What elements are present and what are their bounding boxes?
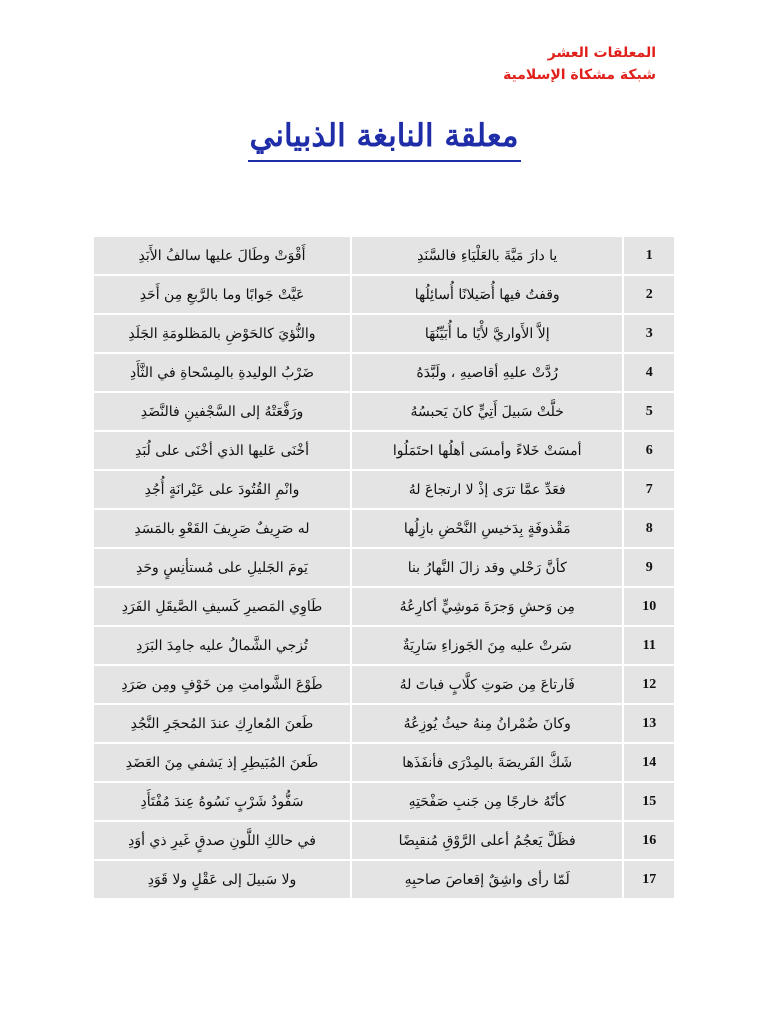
verse-number: 5 [624,393,674,430]
verse-number: 12 [624,666,674,703]
verse-number: 14 [624,744,674,781]
verse-row [94,588,674,625]
verse-number: 8 [624,510,674,547]
verse-second-hemistich: أَقْوَتْ وطَالَ عليها سالفُ الأَبَدِ [94,237,350,274]
verse-second-hemistich: في حالكِ اللَّونِ صدقٍ غَيرِ ذي أوَدِ [94,822,350,859]
verse-second-hemistich: ورَفَّعَتْهُ إلى السَّجْفينِ فالنَّضَدِ [94,393,350,430]
verse-second-hemistich: له صَرِيفٌ صَرِيفَ القَعْوِ بالمَسَدِ [94,510,350,547]
title-block [0,118,768,162]
verse-first-hemistich: مَقْذوفَةٍ بِدَخيسِ النَّحْضِ بازِلُها [352,510,622,547]
verse-first-hemistich: وكانَ ضُمْرانُ مِنهُ حيثُ يُوزِعُهُ [352,705,622,742]
verse-first-hemistich: يا دارَ مَيَّةَ بالعَلْيَاءِ فالسَّنَدِ [352,237,622,274]
verse-second-hemistich: سَفُّودُ شَرْبٍ نَسُوهُ عِندَ مُفْتَأَدِ [94,783,350,820]
verse-second-hemistich: طَاوِي المَصيرِ كَسيفِ الصَّيقَلِ الفَرَدِ [94,588,350,625]
verse-first-hemistich: كأنَّ رَحْلي وقد زالَ النَّهارُ بنا [352,549,622,586]
verse-number: 2 [624,276,674,313]
verse-first-hemistich: شَكَّ الفَريصَةَ بالمِدْرَى فأنفَذَها [352,744,622,781]
page-header [503,42,656,86]
verse-second-hemistich: وانْمِ القُتُودَ على عَيْرانَةٍ أُجُدِ [94,471,350,508]
verse-second-hemistich: طَوْعَ الشَّوامتِ مِن خَوْفٍ ومِن صَرَدِ [94,666,350,703]
verse-first-hemistich: مِن وَحشِ وَجرَةَ مَوشِيٍّ أكارِعُهُ [352,588,622,625]
verse-first-hemistich: كأنّهُ خارجًا مِن جَنبِ صَفْحَتِهِ [352,783,622,820]
verse-row [94,744,674,781]
verse-first-hemistich: وقفتُ فيها أُصَيلانًا أُسائِلُها [352,276,622,313]
verse-number: 16 [624,822,674,859]
poem-body [94,237,674,898]
verse-number: 1 [624,237,674,274]
verse-second-hemistich: طَعنَ المُبَيطِرِ إذ يَشفي مِنَ العَضَدِ [94,744,350,781]
verse-second-hemistich: يَومَ الجَليلِ على مُستأنِسٍ وحَدِ [94,549,350,586]
verse-row [94,276,674,313]
verse-number: 13 [624,705,674,742]
verse-number: 4 [624,354,674,391]
verse-second-hemistich: ولا سَبيلَ إلى عَقْلٍ ولا قَوَدِ [94,861,350,898]
verse-row [94,315,674,352]
site-name: شبكة مشكاة الإسلامية [503,67,656,83]
verse-row [94,822,674,859]
verse-first-hemistich: لَمّا رأى واشِقٌ إقعاصَ صاحبِهِ [352,861,622,898]
verse-second-hemistich: عَيَّتْ جَوابًا وما بالرَّبعِ مِن أَحَدِ [94,276,350,313]
verse-number: 7 [624,471,674,508]
verse-number: 9 [624,549,674,586]
verse-row [94,510,674,547]
verse-row [94,393,674,430]
verse-number: 15 [624,783,674,820]
verse-row [94,783,674,820]
verse-first-hemistich: خلَّتْ سَبيلَ أَتِيٍّ كانَ يَحبسُهُ [352,393,622,430]
verse-first-hemistich: فعَدِّ عمَّا ترَى إذْ لا ارتجاعَ لهُ [352,471,622,508]
verse-first-hemistich: سَرتْ عليه مِنَ الجَوزاءِ سَارِيَةٌ [352,627,622,664]
verse-row [94,471,674,508]
verse-second-hemistich: تُزجي الشَّمالُ عليه جامِدَ البَرَدِ [94,627,350,664]
verse-second-hemistich: ضَرْبُ الوليدةِ بالمِسْحاةِ في الثَّأَدِ [94,354,350,391]
verse-row [94,861,674,898]
verse-second-hemistich: طَعنَ المُعارِكِ عندَ المُحجَرِ النَّجُدِ [94,705,350,742]
verse-second-hemistich: والنُّؤيَ كالحَوْضِ بالمَظلومَةِ الجَلَدِ [94,315,350,352]
verse-row [94,432,674,469]
verse-row [94,549,674,586]
verse-number: 11 [624,627,674,664]
verse-number: 10 [624,588,674,625]
verse-first-hemistich: أمسَتْ خَلاءً وأمسَى أهلُها احتَمَلُوا [352,432,622,469]
verse-number: 6 [624,432,674,469]
verse-second-hemistich: أخْنَى عَليها الذي أخْنَى على لُبَدِ [94,432,350,469]
verse-first-hemistich: فَارتاعَ مِن صَوتِ كلَّابٍ فباتَ لهُ [352,666,622,703]
verse-row [94,354,674,391]
verse-row [94,705,674,742]
verse-number: 3 [624,315,674,352]
verse-first-hemistich: فظَلَّ يَعجُمُ أعلى الرَّوْقِ مُنقبِضًا [352,822,622,859]
collection-title: المعلقات العشر [547,45,656,61]
verse-row [94,627,674,664]
verse-row [94,666,674,703]
verse-first-hemistich: رُدَّتْ عليهِ أقاصيهِ ، ولَبَّدَهُ [352,354,622,391]
poem-table [92,235,676,900]
verse-row [94,237,674,274]
verse-first-hemistich: إلاَّ الأَواريَّ لأْيًا ما أُبَيِّنُهَا [352,315,622,352]
page-title: معلقة النابغة الذبياني [248,118,521,162]
verse-number: 17 [624,861,674,898]
